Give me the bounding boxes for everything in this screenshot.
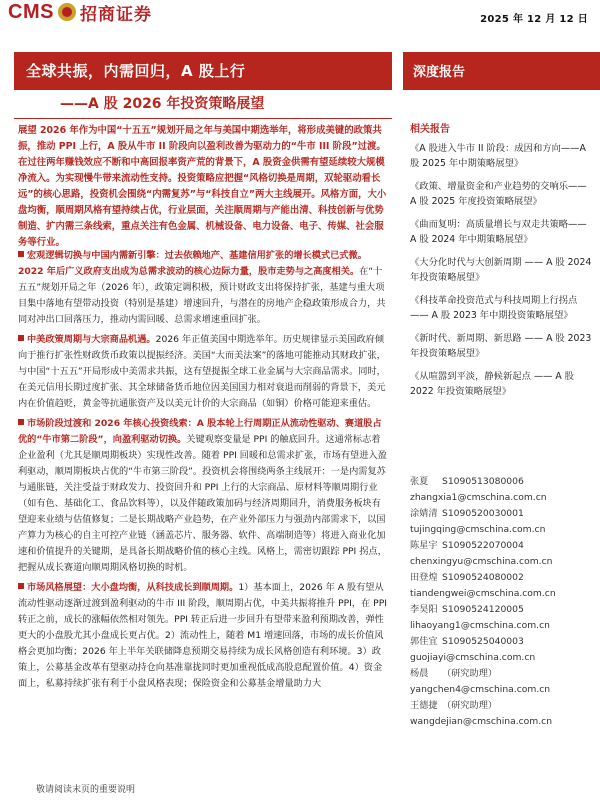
related-report-link[interactable]: 《从喧嚣到平淡，静候新起点 —— A 股 2022 年投资策略展望》: [410, 371, 574, 397]
logo-cms-text: CMS: [8, 0, 54, 23]
related-report-link[interactable]: 《大分化时代与大创新周期 —— A 股 2024 年投资策略展望》: [410, 257, 592, 283]
analyst-license: S1090522070004: [442, 540, 524, 551]
bullet-text: 在“十五五”规划开局之年（2026 年），政策定调积极，预计财政支出将保持扩张，基建与重大项目集中落地有望带动投资（特别是基建）增速回升，与潜在的房地产企稳政策形成合力，共同对冲出口回落压力，推动内需回暖、总需求增速重回扩张。: [18, 266, 386, 325]
related-report-link[interactable]: 《曲而复明：高质量增长与双走共策略——A 股 2024 年中期策略展望》: [410, 219, 587, 245]
analyst-entry: [410, 634, 592, 666]
analyst-entry: [410, 570, 592, 602]
report-title: 全球共振，内需回归，A 股上行: [26, 62, 246, 80]
analyst-role: （研究助理）: [442, 668, 498, 679]
analyst-email[interactable]: guojiayi@cmschina.com.cn: [410, 652, 536, 663]
analyst-name: 王德捷: [410, 700, 438, 711]
company-logo: [8, 0, 152, 24]
analyst-name: 郭佳宜: [410, 636, 438, 647]
bullet-lead: 市场阶段过渡和 2026 年核心投资线索：A 股本轮上行周期正从流动性驱动、赛道股占优的“牛市第二阶段”，向盈利驱动切换。: [18, 418, 382, 445]
analyst-license: S1090513080006: [442, 476, 524, 487]
analyst-email[interactable]: yangchen4@cmschina.com.cn: [410, 684, 551, 695]
footer-note: 敬请阅读末页的重要说明: [36, 785, 136, 795]
related-reports-title: 相关报告: [410, 124, 450, 135]
related-report-link[interactable]: 《政策、增量资金和产业趋势的交响乐——A 股 2025 年度投资策略展望》: [410, 181, 587, 207]
bullet-lead: 中美政策周期与大宗商品机遇。: [27, 334, 156, 345]
bullet-icon: [18, 583, 24, 589]
analyst-email[interactable]: zhangxia1@cmschina.com.cn: [410, 492, 547, 503]
title-band: [14, 52, 392, 90]
report-type-band: [403, 52, 600, 90]
divider: [14, 118, 392, 119]
analyst-entry: [410, 698, 592, 730]
analyst-license: S1090520030001: [442, 508, 524, 519]
bullet-paragraph: [18, 332, 388, 412]
analyst-list: [410, 474, 592, 730]
bullet-lead: 市场风格展望：大小盘均衡，从科技成长到顺周期。: [27, 582, 239, 593]
logo-emblem-icon: [58, 3, 76, 21]
analyst-email[interactable]: chenxingyu@cmschina.com.cn: [410, 556, 553, 567]
main-body: [18, 248, 388, 696]
analyst-entry: [410, 666, 592, 698]
analyst-email[interactable]: tujingqing@cmschina.com.cn: [410, 524, 546, 535]
analyst-license: S1090524120005: [442, 604, 524, 615]
analyst-entry: [410, 474, 592, 506]
related-reports: [410, 120, 592, 407]
bullet-lead: 宏观逻辑切换与中国内需新引擎：过去依赖地产、基建信用扩张的增长模式已式微。2022 年后广义政府支出成为总需求波动的核心边际力量，股市走势与之高度相关。: [18, 250, 367, 277]
analyst-name: 涂婧清: [410, 508, 438, 519]
analyst-license: S1090524080002: [442, 572, 524, 583]
analyst-role: （研究助理）: [442, 700, 498, 711]
related-report-link[interactable]: 《新时代、新周期、新思路 —— A 股 2023 年投资策略展望》: [410, 333, 592, 359]
related-report-link[interactable]: 《A 股进入牛市 II 阶段：成因和方向——A 股 2025 年中期策略展望》: [410, 143, 586, 169]
logo-cn-text: 招商证券: [79, 4, 152, 25]
analyst-entry: [410, 538, 592, 570]
bullet-text: 关键观察变量是 PPI 的触底回升。这通常标志着企业盈利（尤其是顺周期板块）实现性改善。随着 PPI 回暖和总需求扩张，市场有望进入盈利驱动，顺周期板块占优的“牛市第三阶段”。投资机会将围绕两条主线展开：一是内需复苏与通胀链，关注受益于财政发力、投资回升和 PPI 上行的大宗商品、原材料等顺周期行业（如有色、基础化工、食品饮料等），以及伴随政策加码与经济周期回升，消费服务板块有望迎来业绩与估值修复；二是长期战略产业趋势，在产业外部压力与强劲内部需求下，以国产算力为核心的自主可控产业链（涵盖芯片、服务器、软件、高端制造等）将进入商业化加速和价值提升的关键期，是具备长期战略价值的核心主线。风格上，需密切跟踪 PPI 拐点，把握从成长赛道向顺周期风格切换的时机。: [18, 434, 387, 573]
report-subtitle: ——A 股 2026 年投资策略展望: [60, 96, 265, 112]
analyst-name: 陈星宇: [410, 540, 438, 551]
related-report-link[interactable]: 《科技革命投资范式与科技周期上行拐点 —— A 股 2023 年中期投资策略展望》: [410, 295, 578, 321]
summary-paragraph: 展望 2026 年作为中国“十五五”规划开局之年与美国中期选举年，将形成美键的政策共振，推动 PPI 上行，A 股从牛市 II 阶段向以盈利改善为驱动力的“牛市 III 阶段”过渡。在过往两年赚钱效应不断和中高回报率资产荒的背景下，A 股资金供需有望延续较大规模净流入。为实现慢牛带来流动性支持。投资策略应把握“风格切换是周期，双轮驱动看长远”的核心思路，投资机会围绕“内需复苏”与“科技自立”两大主线展开。风格方面，大小盘均衡，顺周期风格有望持续占优，行业层面，关注顺周期与产能出清、科技创新与优势制造、扩内需三条线索，重点关注有色金属、机械设备、电力设备、电子、传媒、社会服务等行业。: [18, 125, 387, 248]
bullet-icon: [18, 335, 24, 341]
analyst-email[interactable]: lihaoyang1@cmschina.com.cn: [410, 620, 550, 631]
bullet-paragraph: [18, 580, 388, 692]
analyst-entry: [410, 602, 592, 634]
page-header: [0, 0, 600, 40]
analyst-name: 张夏: [410, 476, 429, 487]
bullet-icon: [18, 419, 24, 425]
bullet-paragraph: [18, 416, 388, 576]
analyst-email[interactable]: tiandengwei@cmschina.com.cn: [410, 588, 556, 599]
analyst-name: 李昊阳: [410, 604, 438, 615]
analyst-email[interactable]: wangdejian@cmschina.com.cn: [410, 716, 553, 727]
analyst-name: 杨晨: [410, 668, 429, 679]
bullet-text: 1）基本面上，2026 年 A 股有望从流动性驱动逐渐过渡到盈利驱动的牛市 III 阶段，顺周期占优，中美共振将推升 PPI，在 PPI 转正之前，成长的涨幅依然相对领先。PPI 转正后进一步回升有望带来盈利预期改善，弹性更大的小盘股尤其小盘成长更占优。2）流动性上，随着 M1 增速回落，市场的成长价值风格会更加均衡；2026 年上半年关联储降息预期交易持续为成长风格创造有利环境。3）政策上，公募基金改革有望驱动持仓向基准靠拢同时更加重视低成高股息配置价值。4）资金面上，私募持续扩张有利于小盘风格表现；保险资金和公募基金增量助力大: [18, 582, 387, 689]
analyst-entry: [410, 506, 592, 538]
bullet-icon: [18, 251, 24, 257]
analyst-name: 田登煌: [410, 572, 438, 583]
report-type: 深度报告: [413, 65, 466, 80]
bullet-text: 2026 年正值美国中期选举年。历史规律显示美国政府倾向于推行扩张性财政货币政策以提振经济。美国“大而美法案”的落地可能推动其财政扩张，与中国“十五五”开局形成中美需求共振，这有望提振全球工业金属与大宗商品需求。同时，在美元信用长期过度扩张、其全球储备货币地位因美国国力相对衰退而削弱的背景下，美元内在价值趋贬，黄金等抗通胀资产及以美元计价的大宗商品（如铜）价格可能迎来重估。: [18, 334, 386, 409]
report-date: 2025 年 12 月 12 日: [480, 14, 588, 25]
bullet-paragraph: [18, 248, 388, 328]
analyst-license: S1090525040003: [442, 636, 524, 647]
